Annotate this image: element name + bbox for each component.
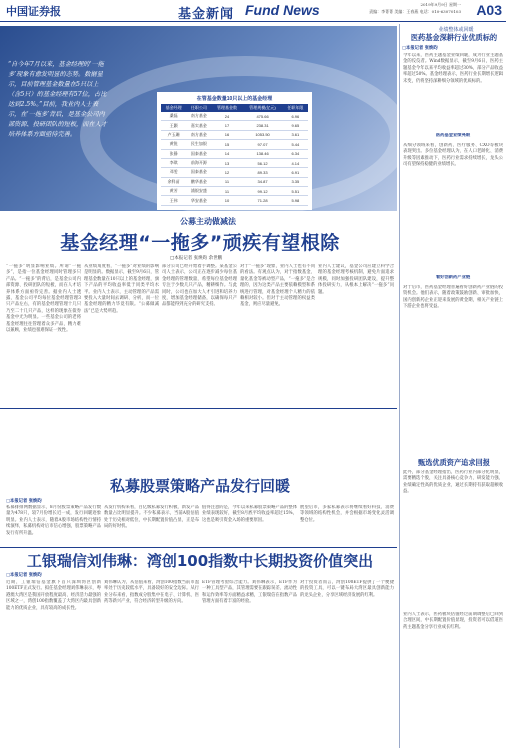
hero-table-header: 基金经理	[161, 104, 186, 112]
etf-column-4: 对于投资者而言，湾创100ETF提供了一个便捷的投资工具，可以一键布局大湾区最具创新能力的龙头企业，分享区域经济发展的红利。	[300, 580, 394, 598]
section-divider	[0, 408, 397, 409]
hero-table-header: 管理规模(亿元)	[242, 104, 282, 112]
hero-table-cell: 89.33	[242, 168, 282, 177]
etf-column-1: 近期，工银瑞信基金旗下首只深圳湾区创新100ETF正式发行。拟任基金经理刘伟琳表示，粤港澳大湾区是我国开放程度最高、经济活力最强的区域之一，湾创100指数覆盖了大湾区内最具创新能力的优质企业，具有较高的成长性。	[6, 580, 101, 611]
hero-table	[161, 104, 308, 206]
hero-table-cell: 鹏华基金	[186, 177, 211, 186]
right-headline: 医药基金深耕行业优质标的	[410, 33, 498, 42]
hero-table-cell: 5.98	[283, 196, 308, 205]
section-subtitle: Fund News	[245, 2, 320, 18]
hero-table-cell: 6.96	[283, 112, 308, 121]
hero-table-cell: 民生加银	[186, 140, 211, 149]
hero-table-cell: 3.61	[283, 130, 308, 139]
right-column-3: 对于后市，医药基金经理普遍看好创新药产业链的投资机会。他们表示，随着政策鼓励创新、审批加快，国内创新药企业正迎来发展的黄金期，相关产业链上下游企业也将受益。	[403, 285, 503, 310]
hero-table-cell: 嘉实基金	[186, 121, 211, 130]
hero-table-cell: 6.91	[283, 168, 308, 177]
hero-table-cell: 13	[212, 158, 243, 167]
hero-table-cell: 5.51	[283, 187, 308, 196]
hero-table-cell: 9.65	[283, 121, 308, 130]
hero-table-cell: 黄锐	[161, 140, 186, 149]
hero-table-header: 任职年限	[283, 104, 308, 112]
hero-table-cell: 238.31	[242, 121, 282, 130]
masthead	[0, 0, 506, 22]
hero-table-cell: 王伟	[161, 196, 186, 205]
hero-table-cell: 黄芳	[161, 187, 186, 196]
private-column-1: 私募排排网数据显示，8月份股票策略产品发行数量为478只，较7月份增长近一成，发行回暖迹象明显。业内人士表示，随着A股市场结构性行情持续演绎，私募机构对后市信心增强，股票策略产品发行有所升温。	[6, 505, 101, 536]
right-kicker: 业绩整体或回暖	[438, 27, 474, 33]
hero-table-cell: 华安基金	[186, 196, 211, 205]
hero-table-cell: 余科苗	[161, 177, 186, 186]
right-column-1: 今年以来，医药主题基金业绩回暖，成为行业主题基金的佼佼者。Wind数据显示，截至9月6日，医药主题基金今年以来平均收益率超过30%，部分产品收益率超过50%。基金经理表示，医药行业长期增长逻辑未变，仍将坚持深耕细分领域的优质标的。	[403, 53, 503, 84]
hero-table-cell: 14	[212, 149, 243, 158]
hero-table-row	[161, 177, 308, 186]
hero-table-cell: 6.34	[283, 149, 308, 158]
page-number: A03	[476, 2, 502, 18]
hero-table-cell: 97.07	[242, 140, 282, 149]
section-divider-2	[0, 547, 397, 548]
lead-column-5: 业内人士建议，基金公司应建立科学合理的基金经理考核机制，避免片面追求规模，同时加强投研团队建设，提升整体投研实力，从根本上解决“一拖多”问题。	[318, 264, 394, 295]
issue-staff: 责编：李菁菁 美编：王春燕 电话：010-63070103	[369, 9, 461, 14]
hero-banner	[0, 26, 397, 211]
lead-column-4: 对于“一拖多”现象，业内人士也有不同的看法。有观点认为，对于指数基金、量化基金等被动型产品，“一拖多”是合理的，因为这类产品主要依赖模型和系统进行管理，对基金经理个人精力的依赖相对较小。但对于主动管理的权益类基金，则应尽量避免。	[240, 264, 315, 308]
hero-table-row	[161, 130, 308, 139]
lead-column-1: “一拖多”明显影响业绩。所谓“一拖多”，是指一位基金经理同时管理多只产品。“一拖多”的背后，是基金公司内部资源、投研团队的短板，而在人才培养体系方面亟待完善。据业内人士透露，基金公司平均每位基金经理管理3只产品左右，有的基金经理管理十几只乃至二十几只产品，这样的现象在债券基金中尤为明显。一些基金公司的老将基金经理往往管理着众多产品，精力难以兼顾，业绩也很难保证一致性。	[6, 264, 81, 334]
right-column-2: 从细分领域来看，创新药、医疗服务、CXO等板块表现突出。多位基金经理认为，在人口老龄化、消费升级等因素推动下，医药行业需求持续增长，龙头公司有望保持稳健的业绩增长。	[403, 143, 503, 168]
right-subhead-2: 看好创新药产业链	[435, 275, 471, 280]
hero-table-cell: 34.87	[242, 177, 282, 186]
etf-column-3: ETF管理考验综合能力。刘伟琳表示，ETF作为一种工具型产品，其管理需要在跟踪误差、流动性和运作效率等方面精益求精，工银瑞信在指数产品管理方面有着丰富的经验。	[202, 580, 297, 605]
hero-table-cell: 12	[212, 168, 243, 177]
hero-table-cell: 卢玉珊	[161, 130, 186, 139]
right-column-5: 业内人士表示，医药板块估值经过前期调整后已回到合理区间，中长期配置价值显现，投资者可以借道医药主题基金分享行业成长红利。	[403, 612, 503, 630]
private-column-4: 展望后市，多家私募表示将继续看好科技、消费等领域的结构性机会，并会根据市场变化灵活调整仓位。	[300, 505, 394, 523]
hero-table-cell: 17	[212, 121, 243, 130]
hero-table-row	[161, 149, 308, 158]
hero-table-cell: 南方基金	[186, 112, 211, 121]
hero-table-cell: 前海开源	[186, 158, 211, 167]
hero-table-header: 管理基金数	[212, 104, 243, 112]
hero-table-cell: 邓雯	[161, 168, 186, 177]
lead-column-3: 部分公司已经开始着手调整。某基金公司人士表示，公司正在逐步减少每位基金经理的管理数量，希望每位基金经理专注于少数几只产品，精耕细作。与此同时，公司也在加大人才引进和培养力度，增加基金经理储备，以确保每只产品都能得到充分的研究支持。	[162, 264, 237, 308]
hero-table-row	[161, 158, 308, 167]
private-column-3: 值得注意的是，今年以来私募股票策略产品的整体业绩表现较好，截至8月底平均收益率超过15%，这也是吸引资金入场的重要原因。	[202, 505, 297, 523]
lead-byline: □本报记者 张焕昀 余世鹏	[170, 256, 223, 261]
hero-table-cell: 张静	[161, 149, 186, 158]
etf-column-2: 刘伟琳认为，从估值来看，湾创100指数当前市盈率处于历史较低水平，具备较好的安全边际。从行业分布来看，指数成分股集中在电子、计算机、医药等新兴产业，符合经济转型升级的方向。	[104, 580, 199, 605]
right-byline: □本报记者 张焕昀	[402, 46, 438, 51]
hero-table-row	[161, 140, 308, 149]
hero-table-cell: 国泰基金	[186, 149, 211, 158]
hero-table-cell: 24	[212, 112, 243, 121]
etf-headline: 工银瑞信刘伟琳：湾创100指数中长期投资价值突出	[26, 552, 374, 570]
hero-table-cell: 5.44	[283, 140, 308, 149]
hero-table-row	[161, 121, 308, 130]
right-column-4: 此外，部分基金经理指出，医药行业内部分化明显，需要精选个股，关注具备核心竞争力、研发能力强、业绩确定性高的优质企业，通过长期持有获取超额收益。	[403, 470, 503, 495]
hero-table-cell: 1053.50	[242, 130, 282, 139]
hero-table-cell: 15	[212, 140, 243, 149]
right-headline-2: 甄选优质资产追求回报	[418, 458, 490, 467]
right-subhead-1: 医药基金业绩亮眼	[435, 133, 471, 138]
hero-table-cell: 3.35	[283, 177, 308, 186]
private-column-2: 从发行机构来看，百亿级私募发行积极，新发产品数量占比明显提升。不少私募表示，当前A股估值处于历史相对低位，中长期配置价值凸显，正是布局的好时机。	[104, 505, 199, 530]
hero-table-cell: 浦银安盛	[186, 187, 211, 196]
hero-table-cell: 10	[212, 196, 243, 205]
hero-table-title: 在管基金数量10只以上的基金经理	[196, 96, 273, 102]
etf-byline: □本报记者 张焕昀	[6, 573, 42, 578]
hero-table-card	[157, 92, 312, 210]
lead-column-2: 从业绩角度看，“一拖多”对业绩的影响是明显的。数据显示，截至9月6日，管理基金数量在10只以上的基金经理，旗下产品的平均收益率低于同类平均水平。业内人士表示，主动管理的产品需要投入大量时间去调研、分析，而一位基金经理的精力毕竟有限。“公募做减法”已是大势所趋。	[84, 264, 159, 314]
hero-table-cell: 4.14	[283, 158, 308, 167]
hero-table-cell: 16	[212, 130, 243, 139]
hero-table-header: 任职公司	[186, 104, 211, 112]
newspaper-logo: 中国证券报	[6, 5, 61, 18]
hero-table-cell: 桑磊	[161, 112, 186, 121]
hero-table-row	[161, 187, 308, 196]
hero-table-cell: 南方基金	[186, 130, 211, 139]
hero-table-row	[161, 168, 308, 177]
hero-table-cell: 56.12	[242, 158, 282, 167]
hero-quote: “自今年7月以来，基金经理的‘一拖多’现象有愈发明显的态势。数据显示，目前管理基金数量在5只以上（含5只）的基金经理有57位，占比达到2.5%。”目前，我业内人士表示，在‘一拖多’背后，是基金公司内部资源、投研团队的短板，而在人才培养体系方面亟待完善。	[8, 61, 107, 138]
private-byline: □本报记者 张焕昀	[6, 499, 42, 504]
hero-table-cell: 国泰基金	[186, 168, 211, 177]
private-headline: 私募股票策略产品发行回暖	[109, 477, 290, 495]
section-title: 基金新闻	[178, 7, 235, 22]
column-divider	[399, 24, 400, 748]
hero-table-row	[161, 196, 308, 205]
hero-table-cell: 99.12	[242, 187, 282, 196]
lead-headline: 基金经理“一拖多”顽疾有望根除	[60, 232, 340, 254]
hero-table-cell: 李琪	[161, 158, 186, 167]
hero-table-cell: 11	[212, 177, 243, 186]
hero-table-cell: 11	[212, 187, 243, 196]
hero-table-cell: 71.28	[242, 196, 282, 205]
issue-date: 2019年9月9日 星期一	[420, 2, 461, 7]
hero-table-row	[161, 112, 308, 121]
hero-table-cell: 王颢	[161, 121, 186, 130]
hero-table-cell: 475.66	[242, 112, 282, 121]
lead-kicker: 公募主动做减法	[180, 216, 236, 226]
hero-table-cell: 138.46	[242, 149, 282, 158]
